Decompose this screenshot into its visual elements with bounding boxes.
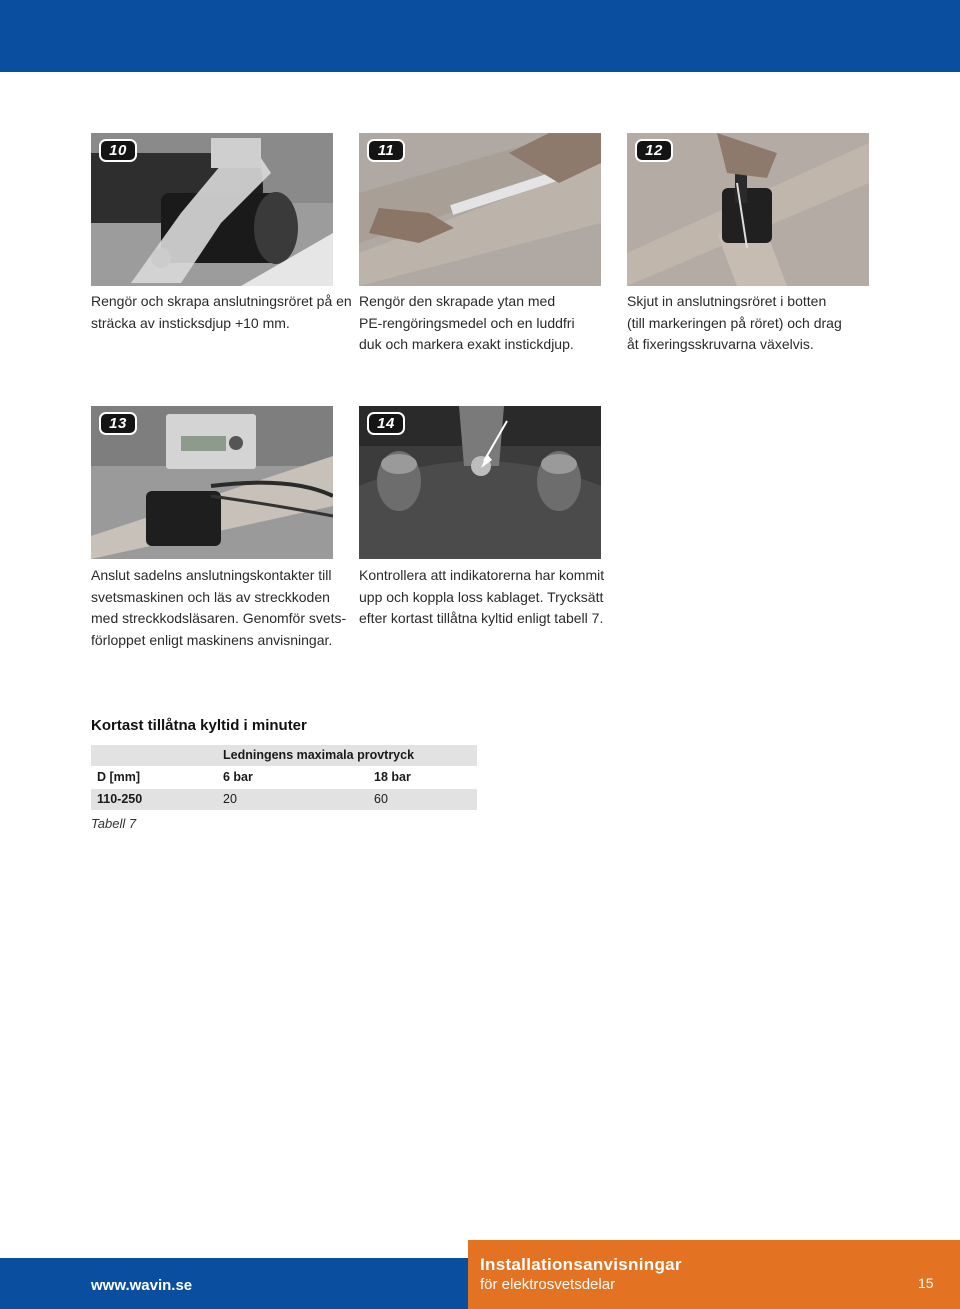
photo-step-14	[359, 406, 601, 559]
column-header-diameter: D [mm]	[97, 770, 141, 784]
caption-step-11	[359, 291, 575, 356]
page-number: 15	[918, 1275, 934, 1291]
photo-step-13	[91, 406, 333, 559]
photo-step-10	[91, 133, 333, 286]
table-cell-diameter: 110-250	[97, 792, 143, 806]
caption-step-14	[359, 565, 604, 630]
caption-line: med streckkodsläsaren. Genomför svets-	[91, 610, 347, 626]
footer-subtitle: för elektrosvetsdelar	[480, 1276, 616, 1293]
header-band	[0, 0, 960, 72]
caption-step-13	[91, 565, 346, 651]
caption-line: Rengör och skrapa anslutningsröret på en	[91, 293, 352, 309]
step-badge: 11	[367, 139, 405, 162]
table-title: Kortast tillåtna kyltid i minuter	[91, 717, 307, 734]
caption-line: Kontrollera att indikatorerna har kommit	[359, 567, 605, 583]
caption-line: Skjut in anslutningsröret i botten	[627, 293, 827, 309]
caption-step-10	[91, 291, 352, 334]
caption-line: Rengör den skrapade ytan med	[359, 293, 556, 309]
caption-step-12	[627, 291, 842, 356]
table-cell-18bar: 60	[374, 792, 388, 806]
group-header: Ledningens maximala provtryck	[223, 748, 415, 762]
caption-line: åt fixeringsskruvarna växelvis.	[627, 336, 814, 352]
table-cell-6bar: 20	[223, 792, 237, 806]
step-badge: 10	[99, 139, 137, 162]
table-group-header-row	[91, 745, 477, 766]
column-header-18bar: 18 bar	[374, 770, 411, 784]
caption-line: Anslut sadelns anslutningskontakter till	[91, 567, 332, 583]
table-note: Tabell 7	[91, 816, 137, 831]
caption-line: sträcka av insticksdjup +10 mm.	[91, 314, 290, 331]
caption-line: förloppet enligt maskinens anvisningar.	[91, 631, 333, 648]
table-header-row	[91, 767, 477, 788]
website-link[interactable]: www.wavin.se	[91, 1277, 193, 1294]
column-header-6bar: 6 bar	[223, 770, 253, 784]
step-badge: 12	[635, 139, 673, 162]
step-badge: 13	[99, 412, 137, 435]
table-row	[91, 789, 477, 810]
caption-line: duk och markera exakt instickdjup.	[359, 336, 574, 352]
step-badge: 14	[367, 412, 405, 435]
caption-line: efter kortast tillåtna kyltid enligt tabell 7.	[359, 610, 604, 626]
caption-line: (till markeringen på röret) och drag	[627, 314, 842, 331]
caption-line: upp och koppla loss kablaget. Trycksätt	[359, 588, 604, 605]
caption-line: PE-rengöringsmedel och en luddfri	[359, 314, 575, 331]
photo-step-11	[359, 133, 601, 286]
footer-blue-band	[0, 1258, 468, 1309]
caption-line: svetsmaskinen och läs av streckkoden	[91, 588, 330, 605]
footer-title: Installationsanvisningar	[480, 1255, 682, 1274]
photo-step-12	[627, 133, 869, 286]
